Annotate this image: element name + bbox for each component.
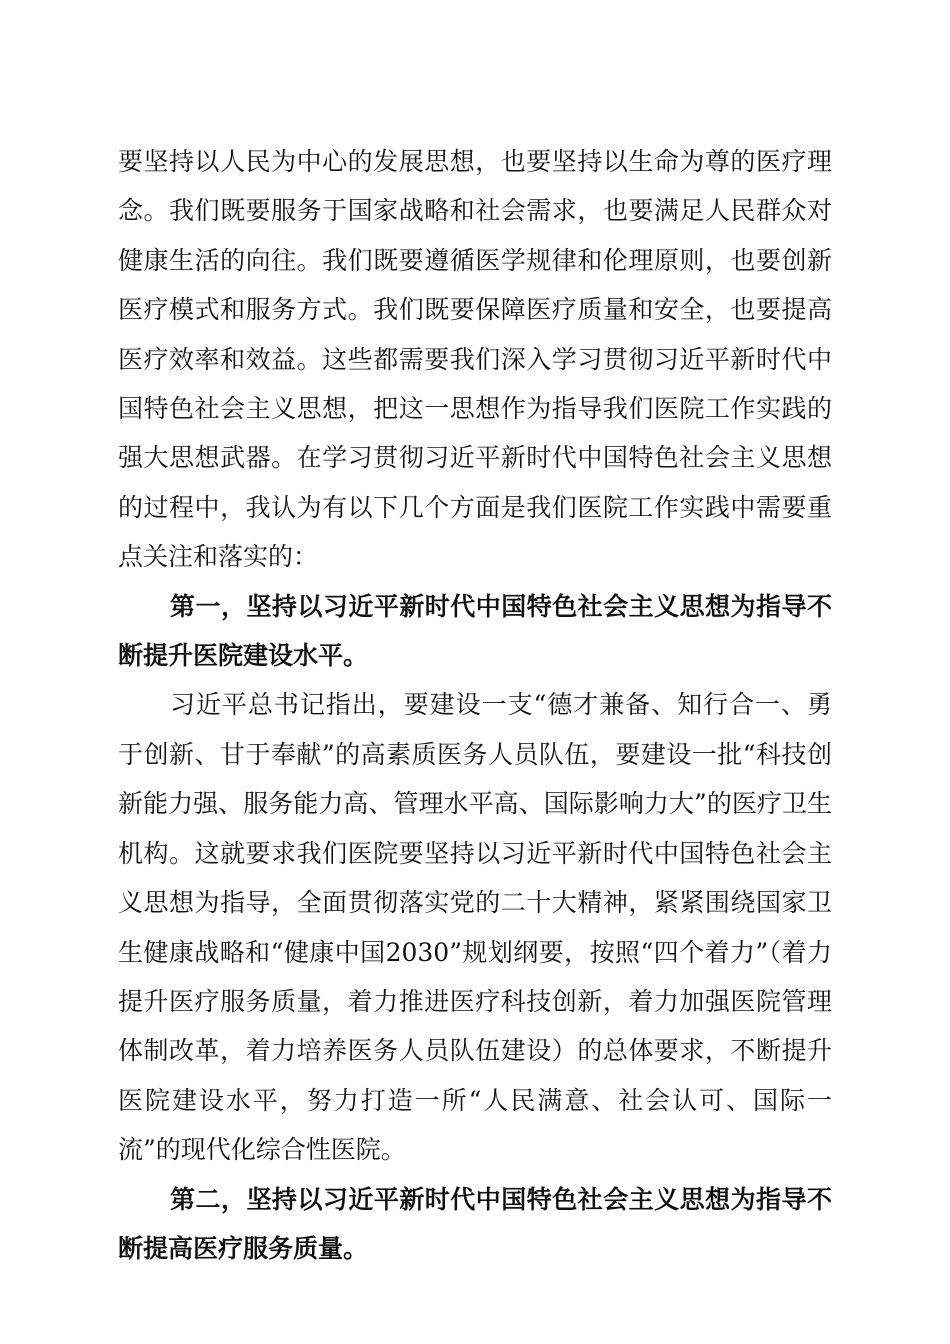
section-heading-1: 第一，坚持以习近平新时代中国特色社会主义思想为指导不断提升医院建设水平。 [118, 591, 832, 671]
section-heading-2: 第二，坚持以习近平新时代中国特色社会主义思想为指导不断提高医疗服务质量。 [118, 1184, 832, 1263]
body-paragraph-1: 要坚持以人民为中心的发展思想，也要坚持以生命为尊的医疗理念。我们既要服务于国家战略和社会需求，也要满足人民群众对健康生活的向往。我们既要遵循医学规律和伦理原则，也要创新医疗模式和服务方式。我们既要保障医疗质量和安全，也要提高医疗效率和效益。这些都需要我们深入学习贯彻习近平新时代中国特色社会主义思想，把这一思想作为指导我们医院工作实践的强大思想武器。在学习贯彻习近平新时代中国特色社会主义思想的过程中，我认为有以下几个方面是我们医院工作实践中需要重点关注和落实的： [118, 147, 832, 572]
document-page [118, 137, 832, 1273]
body-paragraph-2: 习近平总书记指出，要建设一支“德才兼备、知行合一、勇于创新、甘于奉献”的高素质医务人员队伍，要建设一批“科技创新能力强、服务能力高、管理水平高、国际影响力大”的医疗卫生机构。这就要求我们医院要坚持以习近平新时代中国特色社会主义思想为指导，全面贯彻落实党的二十大精神，紧紧围绕国家卫生健康战略和“健康中国2030”规划纲要，按照“四个着力”（着力提升医疗服务质量，着力推进医疗科技创新，着力加强医院管理体制改革，着力培养医务人员队伍建设）的总体要求，不断提升医院建设水平，努力打造一所“人民满意、社会认可、国际一流”的现代化综合性医院。 [118, 690, 832, 1165]
